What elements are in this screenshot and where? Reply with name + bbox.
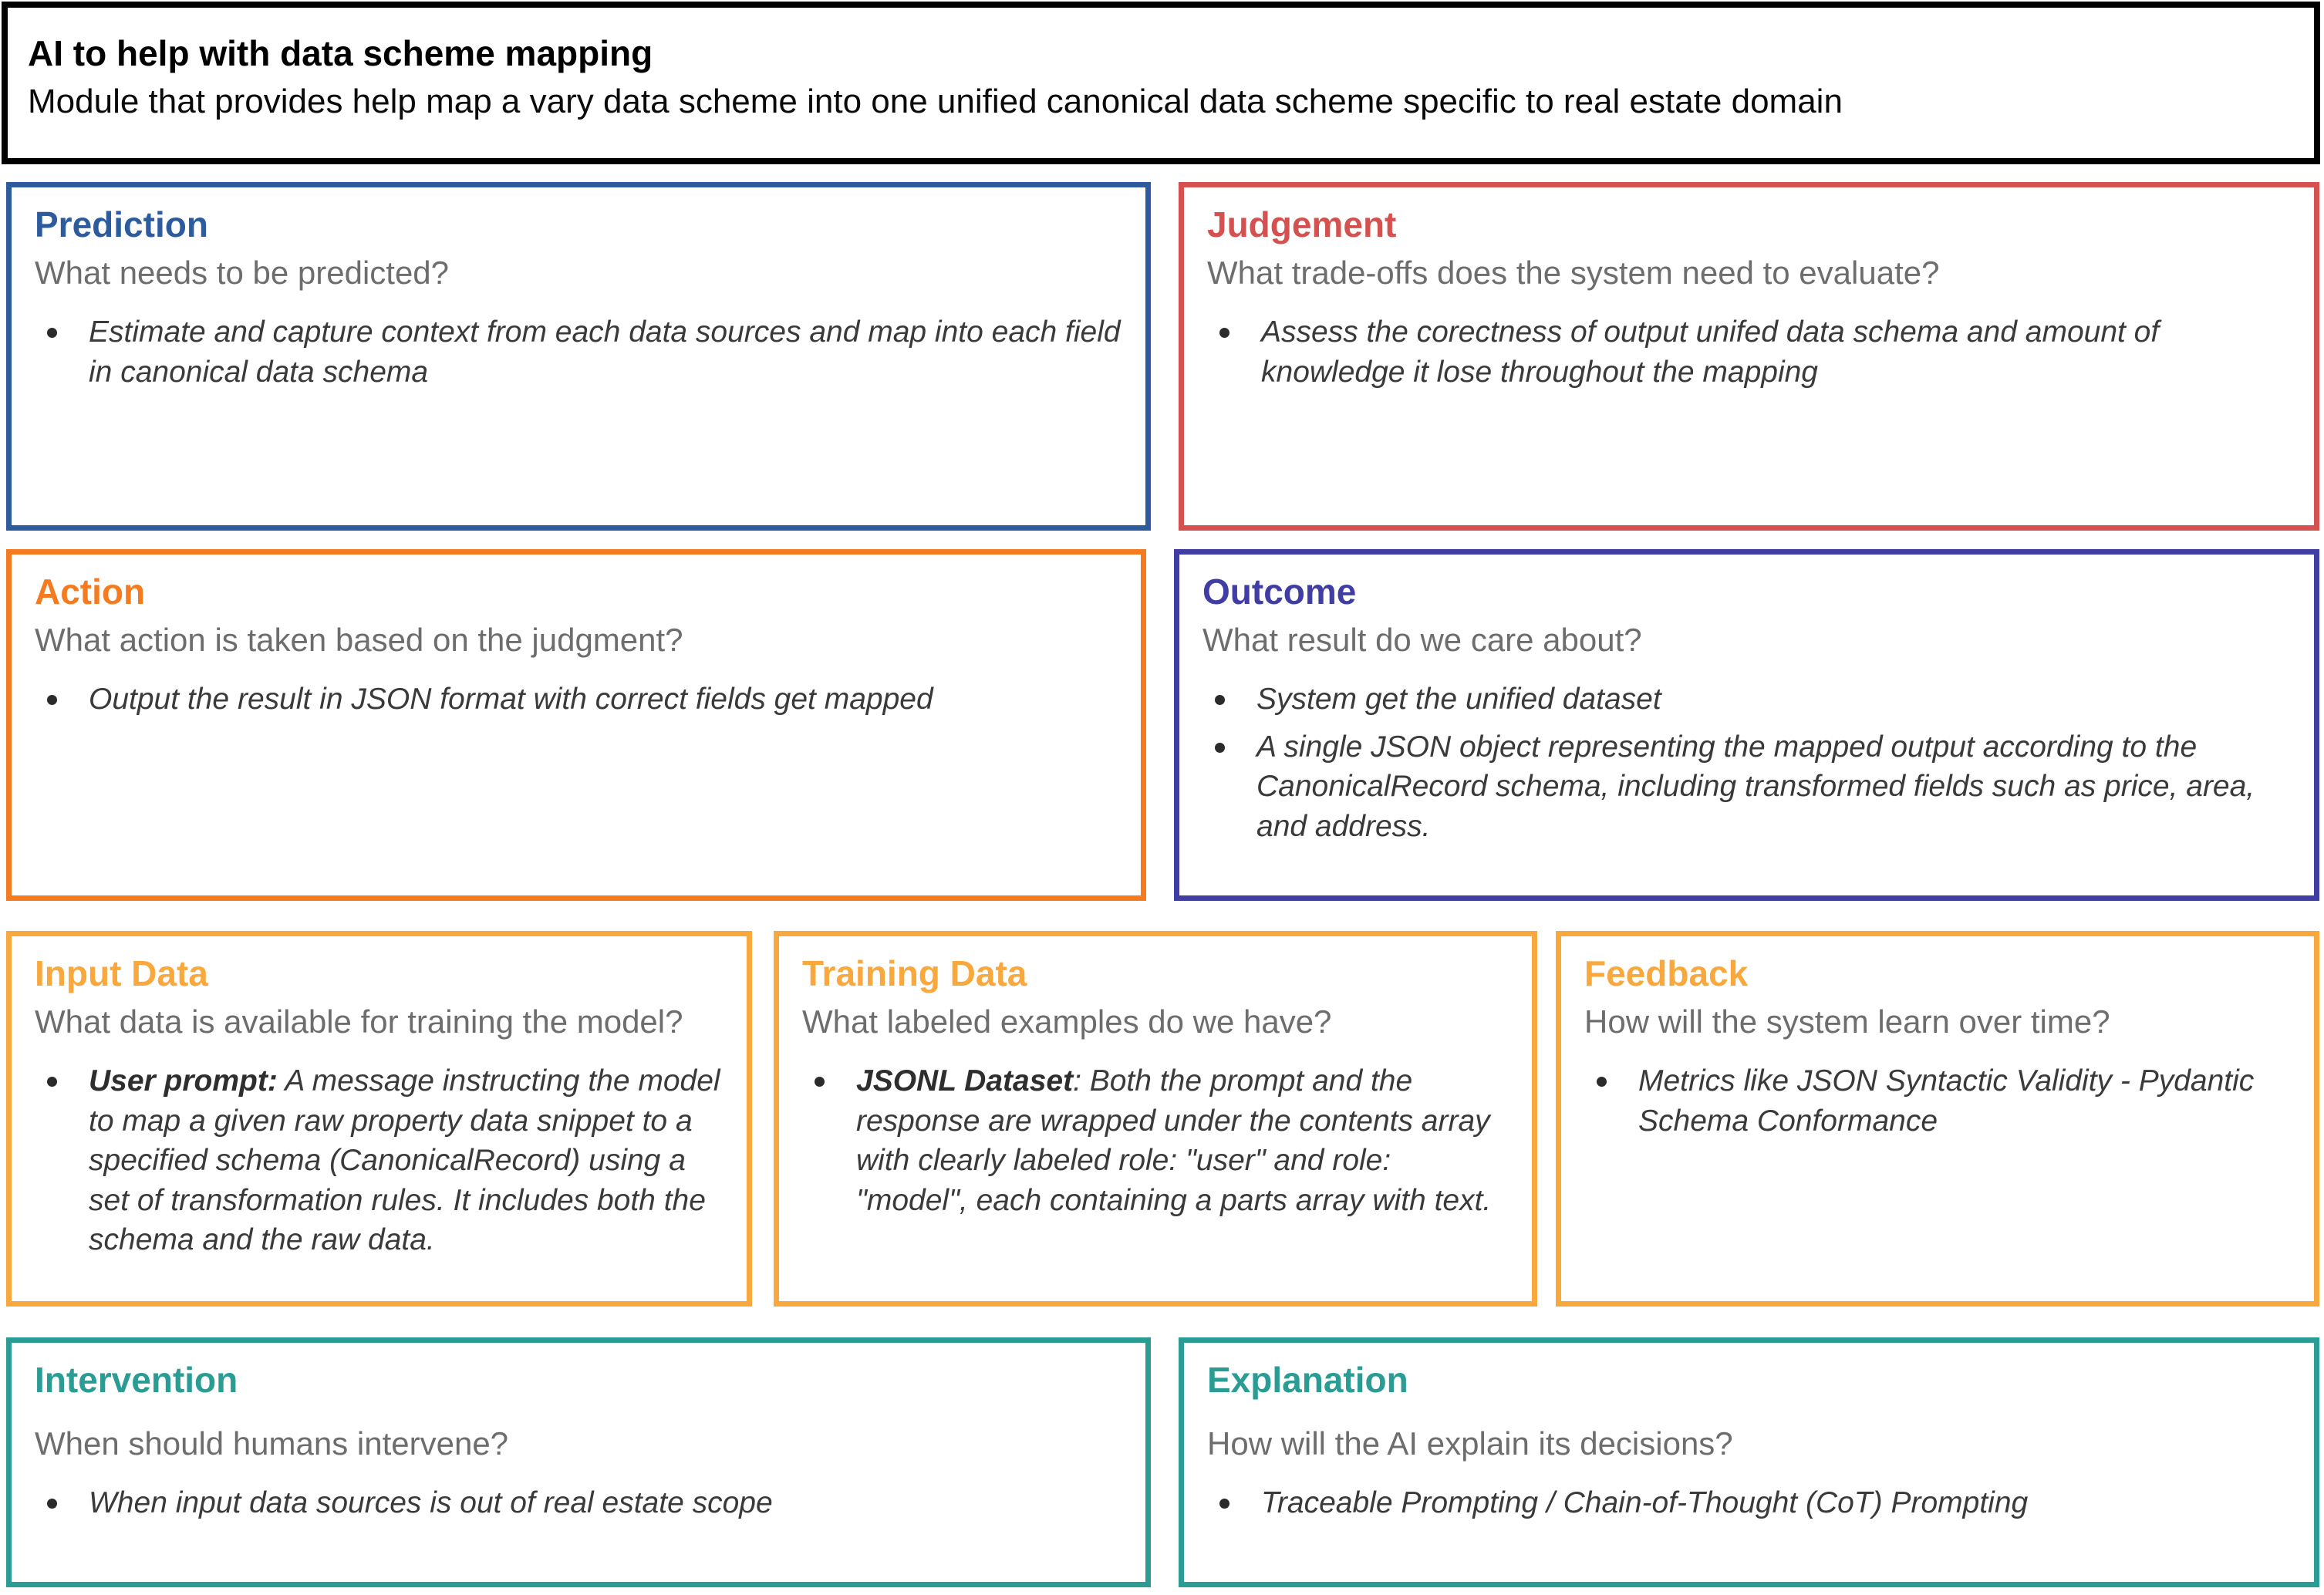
bullet-text: Traceable Prompting / Chain-of-Thought (CoT) Prompting [1261, 1486, 2029, 1520]
bullet-item [46, 679, 1118, 719]
bullet-lead: JSONL Dataset [856, 1064, 1074, 1098]
bullet-item [46, 1061, 724, 1259]
judgement-box [1179, 182, 2319, 531]
input-data-bullet-list [35, 1061, 724, 1259]
explanation-title: Explanation [1207, 1360, 1408, 1400]
feedback-bullet-list [1584, 1061, 2291, 1141]
bullet-text: : Both the prompt and the response are wrapped under the contents array with clearly labeled role: "user" and role: "model", each containing a parts array with text. [856, 1064, 1492, 1217]
training-data-question: What labeled examples do we have? [802, 1003, 1332, 1040]
action-title: Action [35, 572, 146, 612]
judgement-question: What trade-offs does the system need to evaluate? [1207, 254, 1940, 291]
feedback-title: Feedback [1584, 953, 1749, 993]
bullet-item [1213, 679, 2291, 719]
page-title: AI to help with data scheme mapping [28, 33, 653, 73]
bullet-item [1595, 1061, 2291, 1141]
feedback-question: How will the system learn over time? [1584, 1003, 2110, 1040]
bullet-text: Output the result in JSON format with correct fields get mapped [89, 683, 933, 717]
input-data-title: Input Data [35, 953, 208, 993]
intervention-question: When should humans intervene? [35, 1425, 509, 1462]
explanation-bullet-list [1207, 1483, 2291, 1522]
feedback-box [1556, 931, 2319, 1307]
bullet-item [46, 312, 1122, 392]
prediction-box [6, 182, 1151, 531]
explanation-box [1179, 1337, 2319, 1587]
input-data-box [6, 931, 752, 1307]
outcome-title: Outcome [1202, 572, 1357, 612]
bullet-item [46, 1483, 1122, 1522]
bullet-item [1218, 1483, 2291, 1522]
prediction-title: Prediction [35, 204, 208, 244]
prediction-bullet-list [35, 312, 1122, 392]
action-question: What action is taken based on the judgment? [35, 621, 683, 658]
training-data-bullet-list [802, 1061, 1509, 1220]
bullet-item [813, 1061, 1509, 1220]
action-box [6, 549, 1146, 901]
outcome-bullet-list [1202, 679, 2291, 846]
bullet-text: System get the unified dataset [1256, 683, 1661, 717]
training-data-title: Training Data [802, 953, 1027, 993]
bullet-text: Estimate and capture context from each data sources and map into each field in canonical data schema [89, 315, 1121, 389]
prediction-question: What needs to be predicted? [35, 254, 450, 291]
outcome-question: What result do we care about? [1202, 621, 1642, 658]
judgement-title: Judgement [1207, 204, 1397, 244]
bullet-text: A single JSON object representing the mapped output according to the CanonicalRecord schema, including transformed fields such as price, area, and address. [1256, 730, 2255, 843]
action-bullet-list [35, 679, 1118, 719]
page-subtitle: Module that provides help map a vary data scheme into one unified canonical data scheme specific to real estate domain [28, 82, 1843, 120]
training-data-box [774, 931, 1537, 1307]
intervention-title: Intervention [35, 1360, 238, 1400]
bullet-text: Metrics like JSON Syntactic Validity - Pydantic Schema Conformance [1638, 1064, 2255, 1138]
bullet-text: A message instructing the model to map a given raw property data snippet to a specified schema (CanonicalRecord) using a set of transformation rules. It includes both the schema and the raw data. [89, 1064, 720, 1256]
header-box [2, 2, 2320, 164]
intervention-box [6, 1337, 1151, 1587]
bullet-lead: User prompt: [89, 1064, 278, 1098]
bullet-item [1218, 312, 2291, 392]
explanation-question: How will the AI explain its decisions? [1207, 1425, 1733, 1462]
input-data-question: What data is available for training the model? [35, 1003, 683, 1040]
intervention-bullet-list [35, 1483, 1122, 1522]
bullet-text: When input data sources is out of real estate scope [89, 1486, 773, 1520]
bullet-item [1213, 727, 2291, 846]
outcome-box [1174, 549, 2319, 901]
judgement-bullet-list [1207, 312, 2291, 392]
bullet-text: Assess the corectness of output unifed data schema and amount of knowledge it lose throughout the mapping [1261, 315, 2160, 389]
